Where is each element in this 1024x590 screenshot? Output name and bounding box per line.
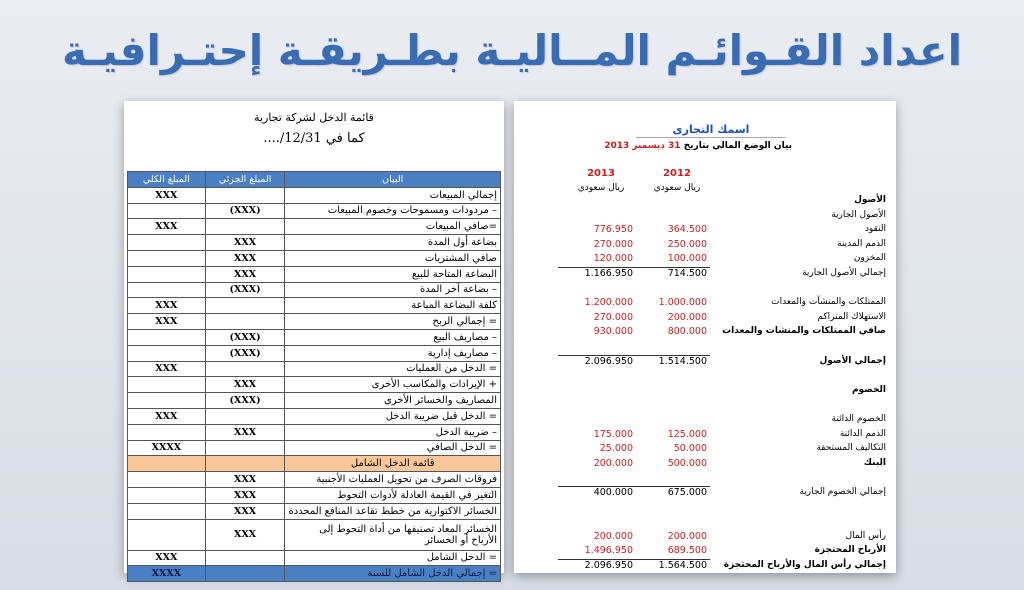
row-total-amount: XXXX (128, 440, 206, 456)
row-description: التغير في القيمة العادلة لأدوات التحوط (285, 487, 501, 503)
value-2013: 250.000 (667, 238, 707, 250)
table-row (128, 345, 501, 361)
value-2013: 689.500 (667, 545, 707, 557)
row-total-amount: XXX (128, 550, 206, 566)
company-name: اسمك التجارى (672, 123, 750, 136)
table-row (128, 393, 501, 409)
row-total-amount (128, 472, 206, 488)
row-label: الخصوم (851, 384, 886, 395)
row-label: البنك (863, 457, 886, 468)
value-2012: 200.000 (593, 530, 633, 542)
row-description: = الدخل من العمليات (285, 361, 501, 377)
value-2012: 2.096.950 (584, 355, 633, 367)
value-2012: 1.166.950 (584, 268, 633, 279)
row-total-amount (128, 424, 206, 440)
row-description: قائمة الدخل الشامل (285, 456, 501, 472)
column-header-partial: المبلغ الجزئي (205, 172, 285, 188)
table-row (128, 519, 501, 550)
row-label: الذمم المدينة (837, 238, 886, 249)
row-description: = إجمالي الدخل الشامل للسنة (285, 566, 501, 582)
row-partial-amount: XXX (205, 519, 285, 550)
value-2013: 100.000 (667, 253, 707, 265)
table-row (128, 235, 501, 251)
table-row (128, 219, 501, 235)
row-total-amount: XXX (128, 298, 206, 314)
table-row (128, 566, 501, 582)
row-description: – مصاريف البيع (285, 329, 501, 345)
column-header-description: البيان (285, 172, 501, 188)
row-description: – مردودات ومسموحات وخصوم المبيعات (285, 203, 501, 219)
row-partial-amount (205, 440, 285, 456)
value-2012: 776.950 (593, 224, 633, 236)
row-total-amount (128, 250, 206, 266)
row-partial-amount: XXX (205, 487, 285, 503)
value-2013: 125.000 (667, 428, 707, 440)
table-row (128, 550, 501, 566)
table-row (128, 282, 501, 298)
row-label: الخصوم الدائنة (831, 414, 886, 424)
row-label: الأصول الجارية (831, 209, 886, 220)
column-header-total: المبلغ الكلي (128, 172, 206, 188)
row-partial-amount: XXX (205, 424, 285, 440)
row-description: – بضاعة آخر المدة (285, 282, 501, 298)
row-total-amount: XXX (128, 187, 206, 203)
row-description: إجمالي المبيعات (285, 187, 501, 203)
table-row (128, 424, 501, 440)
company-underline (636, 137, 786, 138)
value-2013: 1.564.500 (658, 560, 707, 571)
table-row (128, 361, 501, 377)
balance-sheet-subtitle (604, 141, 792, 151)
row-label: الأرباح المحتجزة (814, 545, 886, 556)
value-2012: 930.000 (593, 326, 633, 338)
income-statement-panel (124, 101, 504, 580)
row-description: الخسائر الاكتوارية من خطط تقاعد المنافع المحددة (285, 503, 501, 519)
row-label: رأس المال (845, 530, 886, 541)
income-statement-heading: قائمة الدخل لشركة تجارية (254, 111, 374, 124)
row-description: = الدخل قبل ضريبة الدخل (285, 408, 501, 424)
row-description: =صافي المبيعات (285, 219, 501, 235)
row-total-amount: XXX (128, 361, 206, 377)
row-partial-amount: XXX (205, 250, 285, 266)
row-partial-amount (205, 314, 285, 330)
subtitle-text: بيان الوضع المالي بتاريخ (683, 141, 792, 151)
balance-sheet-panel (514, 101, 896, 573)
row-partial-amount: (XXX) (205, 393, 285, 409)
table-row (128, 487, 501, 503)
row-description: = إجمالي الربح (285, 314, 501, 330)
row-label: إجمالي رأس المال والأرباح المحتجزة (723, 560, 886, 570)
row-description: + الإيرادات والمكاسب الأخرى (285, 377, 501, 393)
table-row (128, 329, 501, 345)
value-2013: 1.514.500 (658, 355, 707, 367)
row-partial-amount (205, 550, 285, 566)
income-statement-header (124, 101, 504, 171)
table-row (128, 314, 501, 330)
table-row (128, 203, 501, 219)
row-total-amount (128, 203, 206, 219)
total-rule (558, 559, 710, 560)
total-rule (558, 486, 710, 487)
income-statement-body (128, 187, 501, 581)
row-partial-amount (205, 566, 285, 582)
row-description: كلفة البضاعة المباعة (285, 298, 501, 314)
currency-2013: ريال سعودي (577, 183, 625, 193)
row-description: = الدخل الصافي (285, 440, 501, 456)
row-partial-amount: XXX (205, 472, 285, 488)
value-2012: 1.496.950 (584, 545, 633, 557)
value-2012: 400.000 (593, 487, 633, 498)
value-2013: 364.500 (667, 224, 707, 236)
row-total-amount: XXXX (128, 566, 206, 582)
row-partial-amount (205, 456, 285, 472)
total-rule (558, 267, 710, 268)
row-total-amount: XXX (128, 314, 206, 330)
value-2013: 500.000 (667, 457, 707, 469)
row-partial-amount (205, 219, 285, 235)
value-2013: 1.000.000 (658, 297, 707, 309)
row-partial-amount: XXX (205, 503, 285, 519)
row-partial-amount: (XXX) (205, 203, 285, 219)
value-2012: 270.000 (593, 311, 633, 323)
row-partial-amount: XXX (205, 266, 285, 282)
value-2012: 120.000 (593, 253, 633, 265)
row-partial-amount: XXX (205, 235, 285, 251)
row-partial-amount: (XXX) (205, 329, 285, 345)
row-description-line: الأرباح أو الخسائر (424, 534, 497, 546)
table-row (128, 266, 501, 282)
row-description: البضاعة المتاحة للبيع (285, 266, 501, 282)
value-2013: 50.000 (673, 443, 707, 455)
table-row (128, 472, 501, 488)
value-2012: 175.000 (593, 428, 633, 440)
row-description: – ضريبة الدخل (285, 424, 501, 440)
currency-2012: ريال سعودي (653, 183, 701, 193)
row-label: الممتلكات والمنشآت والمعدات (771, 297, 886, 308)
table-row (128, 250, 501, 266)
income-statement-table (127, 171, 501, 582)
row-label: إجمالي الأصول الجارية (802, 268, 886, 278)
row-total-amount: XXX (128, 219, 206, 235)
year-2012-header: 2012 (663, 168, 691, 179)
table-row (128, 408, 501, 424)
table-row (128, 298, 501, 314)
value-2012: 2.096.950 (584, 560, 633, 571)
row-total-amount (128, 487, 206, 503)
row-partial-amount: (XXX) (205, 282, 285, 298)
row-total-amount (128, 235, 206, 251)
row-partial-amount: XXX (205, 377, 285, 393)
row-description-line: الخسائر المعاد تصنيفها من أداة التحوط إلى (319, 523, 497, 535)
value-2012: 270.000 (593, 238, 633, 250)
table-row (128, 503, 501, 519)
value-2013: 800.000 (667, 326, 707, 338)
value-2013: 200.000 (667, 311, 707, 323)
value-2013: 675.000 (667, 487, 707, 498)
row-total-amount (128, 393, 206, 409)
row-total-amount (128, 282, 206, 298)
row-total-amount (128, 456, 206, 472)
balance-sheet-header (636, 123, 786, 136)
row-total-amount (128, 266, 206, 282)
row-total-amount (128, 377, 206, 393)
row-description: بضاعة أول المدة (285, 235, 501, 251)
table-row (128, 377, 501, 393)
row-description: فروقات الصرف من تحويل العمليات الأجنبية (285, 472, 501, 488)
row-total-amount: XXX (128, 408, 206, 424)
row-label: الاستهلاك المتراكم (817, 311, 886, 322)
row-description: المصاريف والخسائر الأخرى (285, 393, 501, 409)
value-2012: 1.200.000 (584, 297, 633, 309)
subtitle-date: 31 ديسمبر 2013 (604, 141, 681, 151)
row-label: المخزون (853, 253, 886, 264)
row-label: إجمالي الأصول (819, 355, 886, 366)
row-label: الذمم الدائنة (839, 428, 886, 439)
row-partial-amount (205, 361, 285, 377)
row-partial-amount (205, 187, 285, 203)
row-label: إجمالي الخصوم الجارية (799, 487, 886, 497)
row-partial-amount (205, 408, 285, 424)
row-total-amount (128, 503, 206, 519)
total-rule (558, 355, 710, 356)
table-row (128, 187, 501, 203)
row-description: = الدخل الشامل (285, 550, 501, 566)
table-row (128, 456, 501, 472)
income-statement-date: كما في 12/31/.... (263, 131, 365, 146)
row-total-amount (128, 519, 206, 550)
row-description: – مصاريف إدارية (285, 345, 501, 361)
row-partial-amount (205, 298, 285, 314)
row-total-amount (128, 345, 206, 361)
year-2013-header: 2013 (587, 168, 615, 179)
row-partial-amount: (XXX) (205, 345, 285, 361)
row-label: النقود (864, 224, 886, 235)
value-2012: 25.000 (599, 443, 633, 455)
value-2013: 714.500 (667, 268, 707, 279)
value-2013: 200.000 (667, 530, 707, 542)
row-description: صافي المشتريات (285, 250, 501, 266)
page-title: اعداد القـوائـم المــاليـة بطـريقـة إحتـرافيـة (61, 26, 963, 75)
row-total-amount (128, 329, 206, 345)
row-description (285, 519, 501, 550)
value-2012: 200.000 (593, 457, 633, 469)
row-label: الأصول (854, 195, 886, 205)
row-label: صافي الممتلكات والمنشات والمعدات (722, 326, 886, 337)
table-row (128, 440, 501, 456)
row-label: التكاليف المستحقة (816, 443, 886, 454)
